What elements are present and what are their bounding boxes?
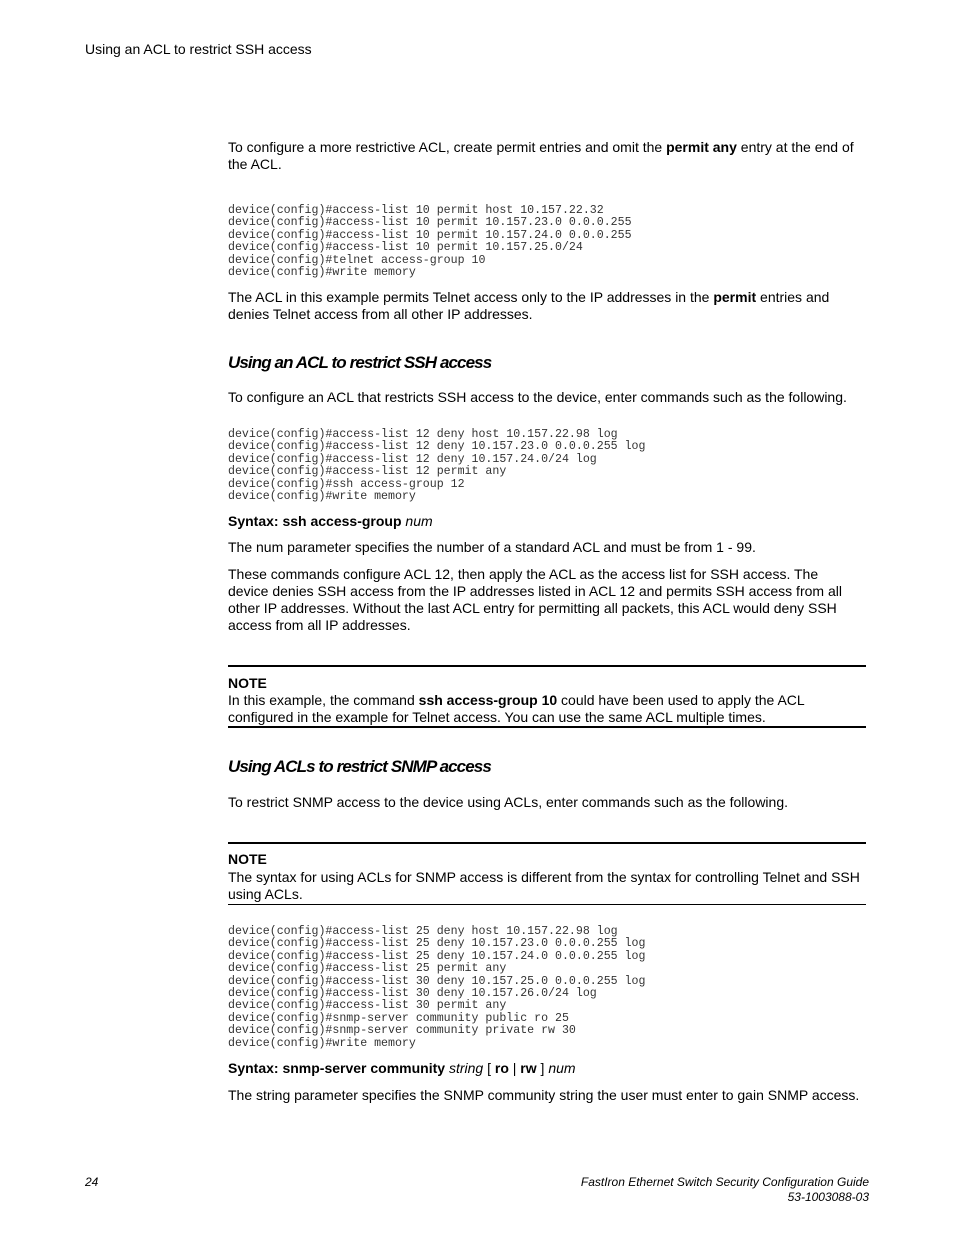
ssh-note-text: In this example, the command ssh access-group 10 could have been used to apply the ACL configured in the example for Telnet access. You can use the same ACL multiple times. — [228, 692, 805, 725]
bold-term: permit any — [666, 139, 737, 155]
ssh-num-parameter: The num parameter specifies the number of a standard ACL and must be from 1 - 99. — [228, 539, 756, 555]
ssh-intro: To configure an ACL that restricts SSH access to the device, enter commands such as the following. — [228, 389, 847, 405]
note-label: NOTE — [228, 675, 267, 691]
footer-doc-number: 53-1003088-03 — [787, 1190, 869, 1204]
footer-doc-title: FastIron Ethernet Switch Security Configuration Guide — [580, 1175, 869, 1189]
note-bottom-rule — [228, 904, 866, 905]
intro-paragraph: To configure a more restrictive ACL, create permit entries and omit the permit any entry at the end of the ACL. — [228, 139, 854, 172]
code-block-telnet: device(config)#access-list 10 permit host 10.157.22.32 device(config)#access-list 10 permit 10.157.23.0 0.0.0.255 device(config)#access-list 10 permit 10.157.24.0 0.0.0.255 device(config)#access-list 10 permit 10.157.25.0/24 device(config)#telnet access-group 10 device(config)#write memory — [228, 204, 632, 280]
note-top-rule — [228, 665, 866, 667]
page-number: 24 — [85, 1175, 99, 1189]
snmp-syntax: Syntax: snmp-server community string [ ro | rw ] num — [228, 1060, 576, 1076]
running-header: Using an ACL to restrict SSH access — [85, 41, 312, 57]
note-bottom-rule — [228, 726, 866, 728]
section-heading-snmp: Using ACLs to restrict SNMP access — [228, 757, 491, 776]
code-block-ssh: device(config)#access-list 12 deny host 10.157.22.98 log device(config)#access-list 12 deny 10.157.23.0 0.0.0.255 log device(config)#access-list 12 deny 10.157.24.0/24 log device(config)#access-list 12 permit any device(config)#ssh access-group 12 device(config)#write memory — [228, 428, 646, 504]
ssh-syntax: Syntax: ssh access-group num — [228, 513, 433, 529]
note-label: NOTE — [228, 851, 267, 867]
snmp-note-text: The syntax for using ACLs for SNMP access is different from the syntax for controlling Telnet and SSH using ACLs. — [228, 869, 860, 902]
code-block-snmp: device(config)#access-list 25 deny host 10.157.22.98 log device(config)#access-list 25 deny 10.157.23.0 0.0.0.255 log device(config)#access-list 25 deny 10.157.24.0 0.0.0.255 log device(config)#access-list 25 permit any device(config)#access-list 30 deny 10.157.25.0 0.0.0.255 log device(config)#access-list 30 deny 10.157.26.0/24 log device(config)#access-list 30 permit any device(config)#snmp-server community public ro 25 device(config)#snmp-server community private rw 30 device(config)#write memory — [228, 925, 646, 1050]
snmp-string-parameter: The string parameter specifies the SNMP community string the user must enter to gain SNMP access. — [228, 1087, 860, 1103]
telnet-explanation: The ACL in this example permits Telnet access only to the IP addresses in the permit entries and denies Telnet access from all other IP addresses. — [228, 289, 830, 322]
section-heading-ssh: Using an ACL to restrict SSH access — [228, 353, 492, 372]
ssh-explanation: These commands configure ACL 12, then apply the ACL as the access list for SSH access. The device denies SSH access from the IP addresses listed in ACL 12 and permits SSH access from all other IP addresses. Without the last ACL entry for permitting all packets, this ACL would deny SSH access from all IP addresses. — [228, 566, 842, 633]
note-top-rule — [228, 842, 866, 844]
bold-term: permit — [713, 289, 757, 305]
snmp-intro: To restrict SNMP access to the device using ACLs, enter commands such as the following. — [228, 794, 788, 810]
